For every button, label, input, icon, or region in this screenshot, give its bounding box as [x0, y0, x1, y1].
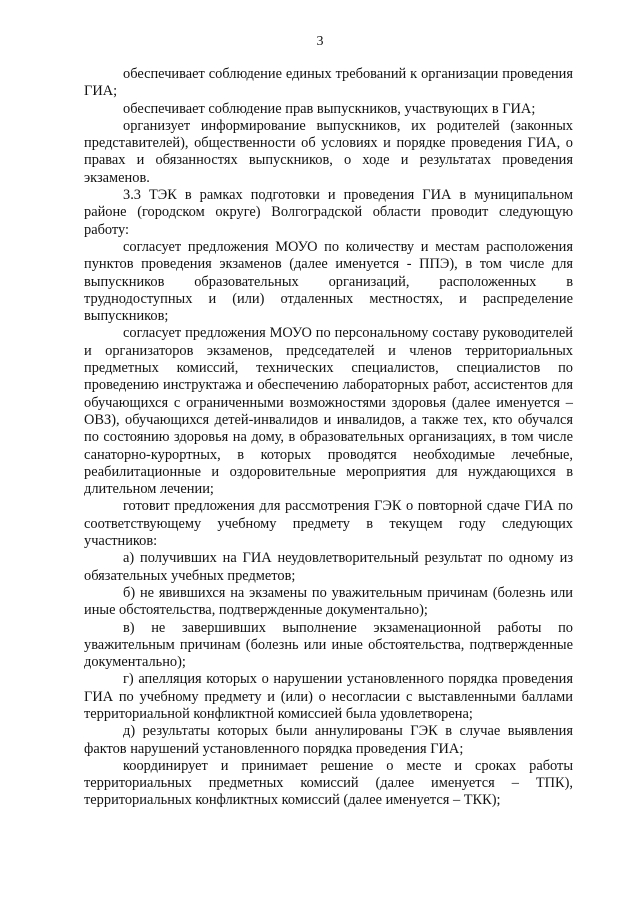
list-item: а) получивших на ГИА неудовлетворительный результат по одному из обязательных учебных предметов;	[84, 550, 573, 584]
paragraph: 3.3 ТЭК в рамках подготовки и проведения ГИА в муниципальном районе (городском округе) Волгоградской области проводит следующую работу:	[84, 187, 573, 238]
paragraph: согласует предложения МОУО по количеству и местам расположения пунктов проведения экзаменов (далее именуется - ППЭ), в том числе для выпускников образовательных организаций, расположенных в труднодоступных и (или) отдаленных местностях, и распределение выпускников;	[84, 238, 573, 325]
document-body	[84, 66, 573, 810]
list-item: д) результаты которых были аннулированы ГЭК в случае выявления фактов нарушений установленного порядка проведения ГИА;	[84, 723, 573, 757]
paragraph: организует информирование выпускников, их родителей (законных представителей), общественности об условиях и порядке проведения ГИА, о правах и обязанностях выпускников, о ходе и результатах проведения экзаменов.	[84, 117, 573, 186]
page-number: 3	[316, 34, 324, 49]
paragraph: готовит предложения для рассмотрения ГЭК о повторной сдаче ГИА по соответствующему учебному предмету в текущем году следующих участников:	[84, 498, 573, 550]
paragraph: согласует предложения МОУО по персональному составу руководителей и организаторов экзаменов, председателей и членов территориальных предметных комиссий, технических специалистов, специалистов по проведению инструктажа и обеспечению лабораторных работ, ассистентов для обучающихся с ограниченными возможностями здоровья (далее именуется – ОВЗ), обучающихся детей-инвалидов и инвалидов, а также тех, кто обучался по состоянию здоровья на дому, в образовательных организациях, в том числе санаторно-курортных, в которых проводятся необходимые лечебные, реабилитационные и оздоровительные мероприятия для нуждающихся в длительном лечении;	[84, 325, 573, 498]
list-item: в) не завершивших выполнение экзаменационной работы по уважительным причинам (болезнь или иные обстоятельства, подтвержденные документально);	[84, 619, 573, 671]
paragraph: обеспечивает соблюдение прав выпускников, участвующих в ГИА;	[123, 100, 536, 117]
list-item: б) не явившихся на экзамены по уважительным причинам (болезнь или иные обстоятельства, подтвержденные документально);	[84, 584, 573, 619]
paragraph: координирует и принимает решение о месте и сроках работы территориальных предметных комиссий (далее именуется – ТПК), территориальных конфликтных комиссий (далее именуется – ТКК);	[84, 757, 573, 809]
paragraph: обеспечивает соблюдение единых требований к организации проведения ГИА;	[84, 66, 573, 100]
list-item: г) апелляция которых о нарушении установленного порядка проведения ГИА по учебному предмету и (или) о несогласии с выставленными баллами территориальной конфликтной комиссией была удовлетворена;	[84, 671, 573, 722]
